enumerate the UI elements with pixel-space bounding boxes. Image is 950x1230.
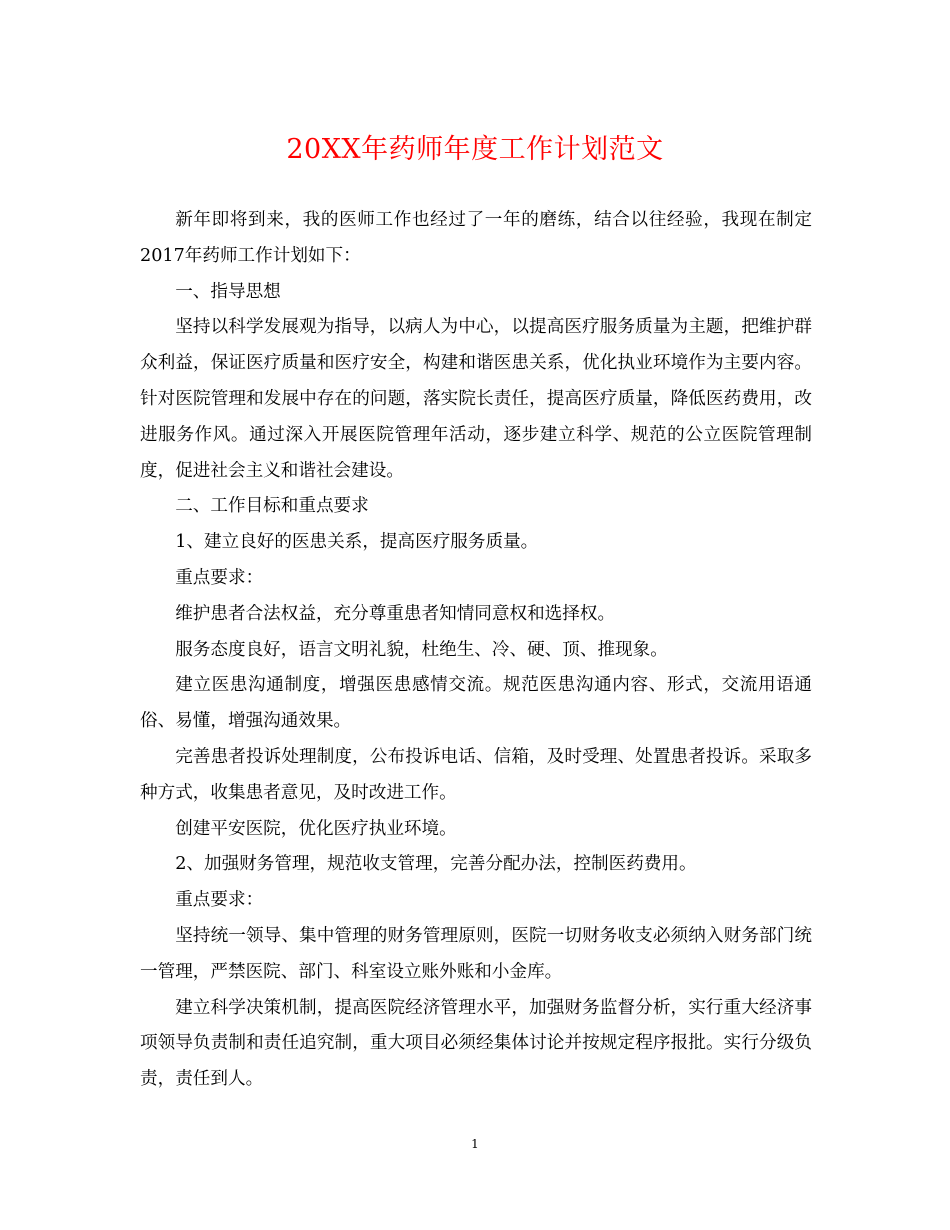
paragraph: 维护患者合法权益，充分尊重患者知情同意权和选择权。 [175,603,616,624]
page-number: 1 [471,1137,479,1151]
key-requirements-label: 重点要求： [175,890,264,911]
document-title: 20XX年药师年度工作计划范文 [286,134,664,165]
section-heading-guiding-ideology: 一、指导思想 [175,281,281,302]
paragraph-guiding-ideology: 坚持以科学发展观为指导，以病人为中心，以提高医疗服务质量为主题，把维护群众利益，保证医疗质量和医疗安全，构建和谐医患关系，优化执业环境作为主要内容。针对医院管理和发展中存在的问题，落实院长责任，提高医疗质量，降低医药费用，改进服务作风。通过深入开展医院管理年活动，逐步建立科学、规范的公立医院管理制度，促进社会主义和谐社会建设。 [140,317,812,481]
goal-1-heading: 1、建立良好的医患关系，提高医疗服务质量。 [175,532,539,553]
paragraph-intro: 新年即将到来，我的医师工作也经过了一年的磨练，结合以往经验，我现在制定2017年药师工作计划如下： [140,210,812,266]
paragraph: 创建平安医院，优化医疗执业环境。 [175,818,457,839]
document-body [140,203,812,1098]
section-heading-goals: 二、工作目标和重点要求 [175,496,369,517]
key-requirements-label: 重点要求： [175,567,264,588]
paragraph: 完善患者投诉处理制度，公布投诉电话、信箱，及时受理、处置患者投诉。采取多种方式，收集患者意见，及时改进工作。 [140,746,812,803]
paragraph: 建立医患沟通制度，增强医患感情交流。规范医患沟通内容、形式，交流用语通俗、易懂，增强沟通效果。 [140,675,812,732]
goal-2-heading: 2、加强财务管理，规范收支管理，完善分配办法，控制医药费用。 [175,854,697,875]
paragraph: 坚持统一领导、集中管理的财务管理原则，医院一切财务收支必须纳入财务部门统一管理，严禁医院、部门、科室设立账外账和小金库。 [140,925,812,982]
paragraph: 服务态度良好，语言文明礼貌，杜绝生、冷、硬、顶、推现象。 [175,639,668,660]
paragraph: 建立科学决策机制，提高医院经济管理水平，加强财务监督分析，实行重大经济事项领导负责制和责任追究制，重大项目必须经集体讨论并按规定程序报批。实行分级负责，责任到人。 [140,997,812,1090]
